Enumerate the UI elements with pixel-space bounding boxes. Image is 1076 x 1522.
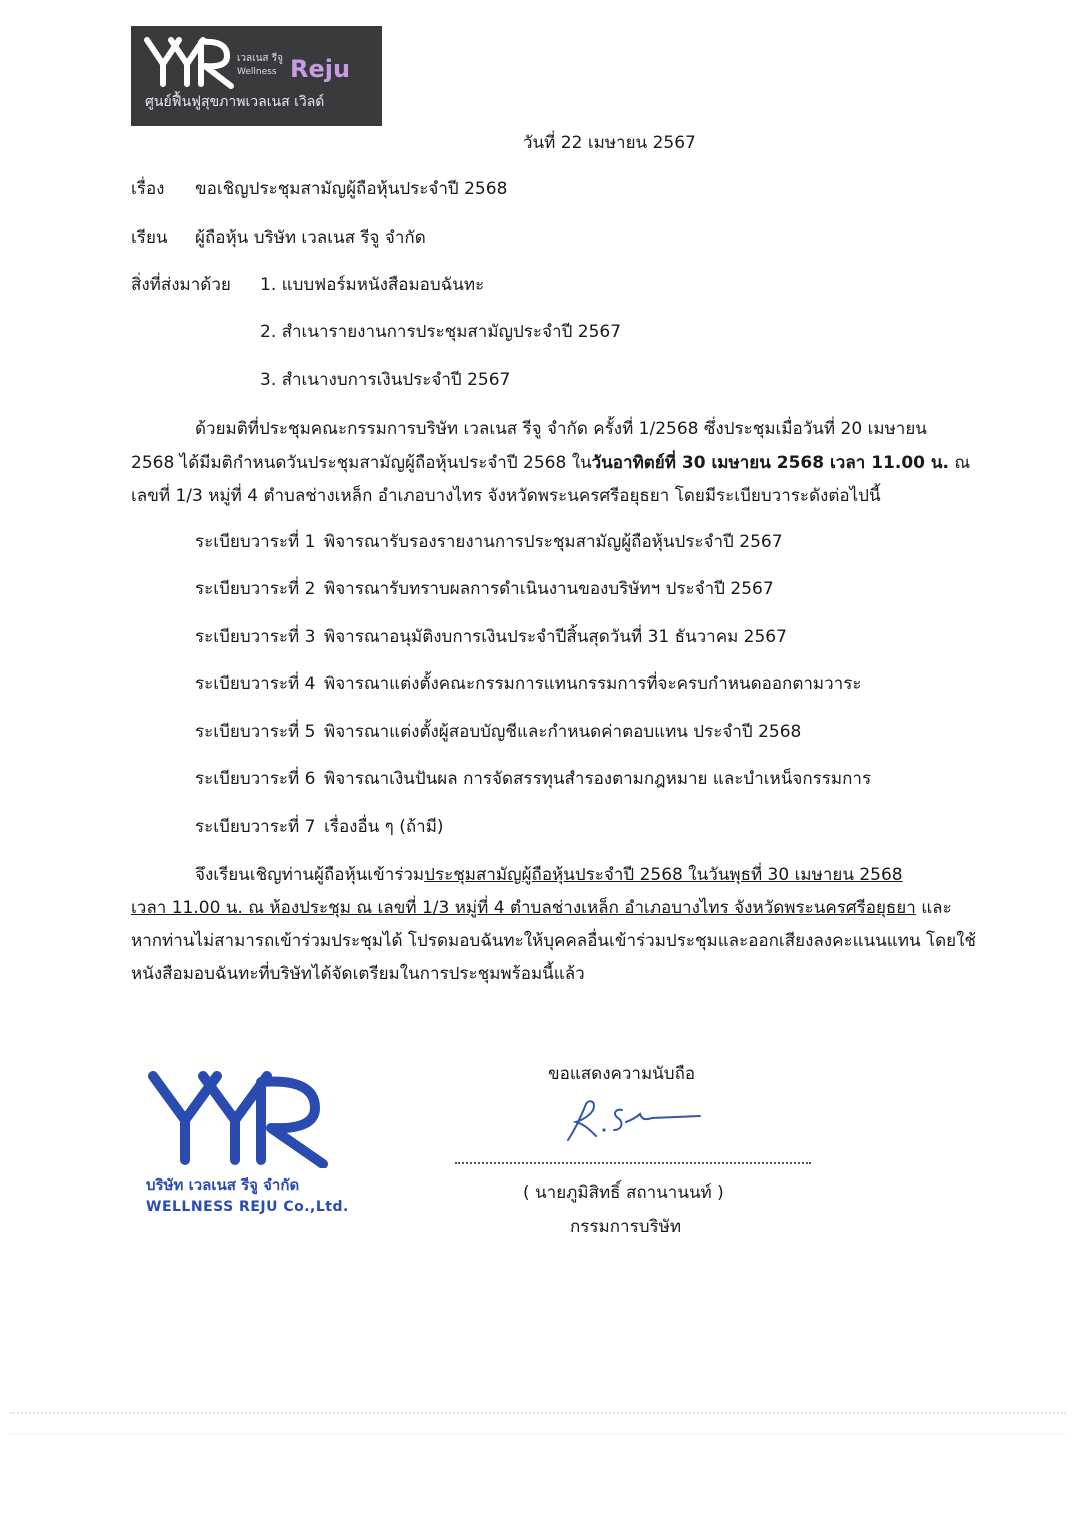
to-label: เรียน: [131, 228, 168, 248]
subject-label: เรื่อง: [131, 179, 165, 199]
agenda-text: พิจารณารับทราบผลการดำเนินงานของบริษัทฯ ประจำปี 2567: [324, 579, 774, 599]
scan-artifact-line: [10, 1412, 1066, 1414]
agenda-label: ระเบียบวาระที่ 4: [195, 674, 316, 694]
agenda-label: ระเบียบวาระที่ 3: [195, 627, 316, 647]
meeting-details-underlined: ประชุมสามัญผู้ถือหุ้นประจำปี 2568 ในวันพุธที่ 30 เมษายน 2568: [424, 865, 903, 885]
intro-line: [131, 451, 970, 475]
enclosure-item: 3. สำเนางบการเงินประจำปี 2567: [260, 370, 511, 390]
regards-text: ขอแสดงความนับถือ: [548, 1064, 696, 1084]
stamp-company-th: บริษัท เวลเนส รีจู จำกัด: [146, 1176, 300, 1194]
meeting-datetime: วันอาทิตย์ที่ 30 เมษายน 2568 เวลา 11.00 น.: [591, 453, 949, 473]
agenda-text: พิจารณาแต่งตั้งคณะกรรมการแทนกรรมการที่จะครบกำหนดออกตามวาระ: [324, 674, 862, 694]
agenda-text: พิจารณาแต่งตั้งผู้สอบบัญชีและกำหนดค่าตอบแทน ประจำปี 2568: [324, 722, 802, 742]
intro-text: 2568 ได้มีมติกำหนดวันประชุมสามัญผู้ถือหุ้นประจำปี 2568 ใน: [131, 453, 592, 473]
stamp-company-en: WELLNESS REJU Co.,Ltd.: [146, 1199, 349, 1215]
enclosure-item: 2. สำเนารายงานการประชุมสามัญประจำปี 2567: [260, 322, 622, 342]
logo-brand: Reju: [290, 55, 351, 83]
closing-text: และ: [915, 898, 952, 918]
yr-logo-mark-icon: [141, 34, 237, 90]
signer-title: กรรมการบริษัท: [570, 1217, 682, 1237]
closing-line: [131, 896, 952, 920]
agenda-label: ระเบียบวาระที่ 6: [195, 769, 316, 789]
agenda-label: ระเบียบวาระที่ 7: [195, 817, 316, 837]
signer-name: ( นายภูมิสิทธิ์ สถานานนท์ ): [523, 1183, 724, 1203]
agenda-text: เรื่องอื่น ๆ (ถ้ามี): [324, 817, 444, 837]
enclosure-label: สิ่งที่ส่งมาด้วย: [131, 275, 231, 295]
signature-icon: [560, 1096, 710, 1148]
intro-text: ณ: [948, 453, 971, 473]
closing-line: หนังสือมอบฉันทะที่บริษัทได้จัดเตรียมในการประชุมพร้อมนี้แล้ว: [131, 964, 585, 984]
scan-artifact-line: [10, 1434, 1066, 1435]
company-stamp-logo-icon: [145, 1068, 335, 1168]
signature-line: [455, 1162, 811, 1164]
agenda-label: ระเบียบวาระที่ 5: [195, 722, 316, 742]
intro-line: ด้วยมติที่ประชุมคณะกรรมการบริษัท เวลเนส รีจู จำกัด ครั้งที่ 1/2568 ซึ่งประชุมเมื่อวันที่ 20 เมษายน: [195, 419, 927, 439]
logo-text-th: เวลเนส รีจู: [237, 53, 283, 64]
subject-text: ขอเชิญประชุมสามัญผู้ถือหุ้นประจำปี 2568: [195, 179, 508, 199]
closing-line: หากท่านไม่สามารถเข้าร่วมประชุมได้ โปรดมอบฉันทะให้บุคคลอื่นเข้าร่วมประชุมและออกเสียงลงคะแนนแทน โดยใช้: [131, 931, 976, 951]
intro-line: เลขที่ 1/3 หมู่ที่ 4 ตำบลช่างเหล็ก อำเภอบางไทร จังหวัดพระนครศรีอยุธยา โดยมีระเบียบวาระดังต่อไปนี้: [131, 486, 881, 506]
agenda-label: ระเบียบวาระที่ 1: [195, 532, 316, 552]
logo-center-name: ศูนย์ฟื้นฟูสุขภาพเวลเนส เวิลด์: [145, 94, 325, 110]
agenda-label: ระเบียบวาระที่ 2: [195, 579, 316, 599]
to-text: ผู้ถือหุ้น บริษัท เวลเนส รีจู จำกัด: [195, 228, 426, 248]
company-logo: [131, 26, 382, 126]
agenda-text: พิจารณาเงินปันผล การจัดสรรทุนสำรองตามกฎหมาย และบำเหน็จกรรมการ: [324, 769, 872, 789]
logo-text-en: Wellness: [237, 67, 277, 77]
agenda-text: พิจารณาอนุมัติงบการเงินประจำปีสิ้นสุดวันที่ 31 ธันวาคม 2567: [324, 627, 787, 647]
agenda-text: พิจารณารับรองรายงานการประชุมสามัญผู้ถือหุ้นประจำปี 2567: [324, 532, 783, 552]
meeting-location-underlined: เวลา 11.00 น. ณ ห้องประชุม ณ เลขที่ 1/3 หมู่ที่ 4 ตำบลช่างเหล็ก อำเภอบางไทร จังหวัดพระนครศรีอยุธยา: [131, 898, 916, 918]
letter-date: วันที่ 22 เมษายน 2567: [523, 133, 696, 153]
enclosure-item: 1. แบบฟอร์มหนังสือมอบฉันทะ: [260, 275, 485, 295]
closing-text: จึงเรียนเชิญท่านผู้ถือหุ้นเข้าร่วม: [195, 865, 425, 885]
closing-line: [195, 863, 903, 887]
